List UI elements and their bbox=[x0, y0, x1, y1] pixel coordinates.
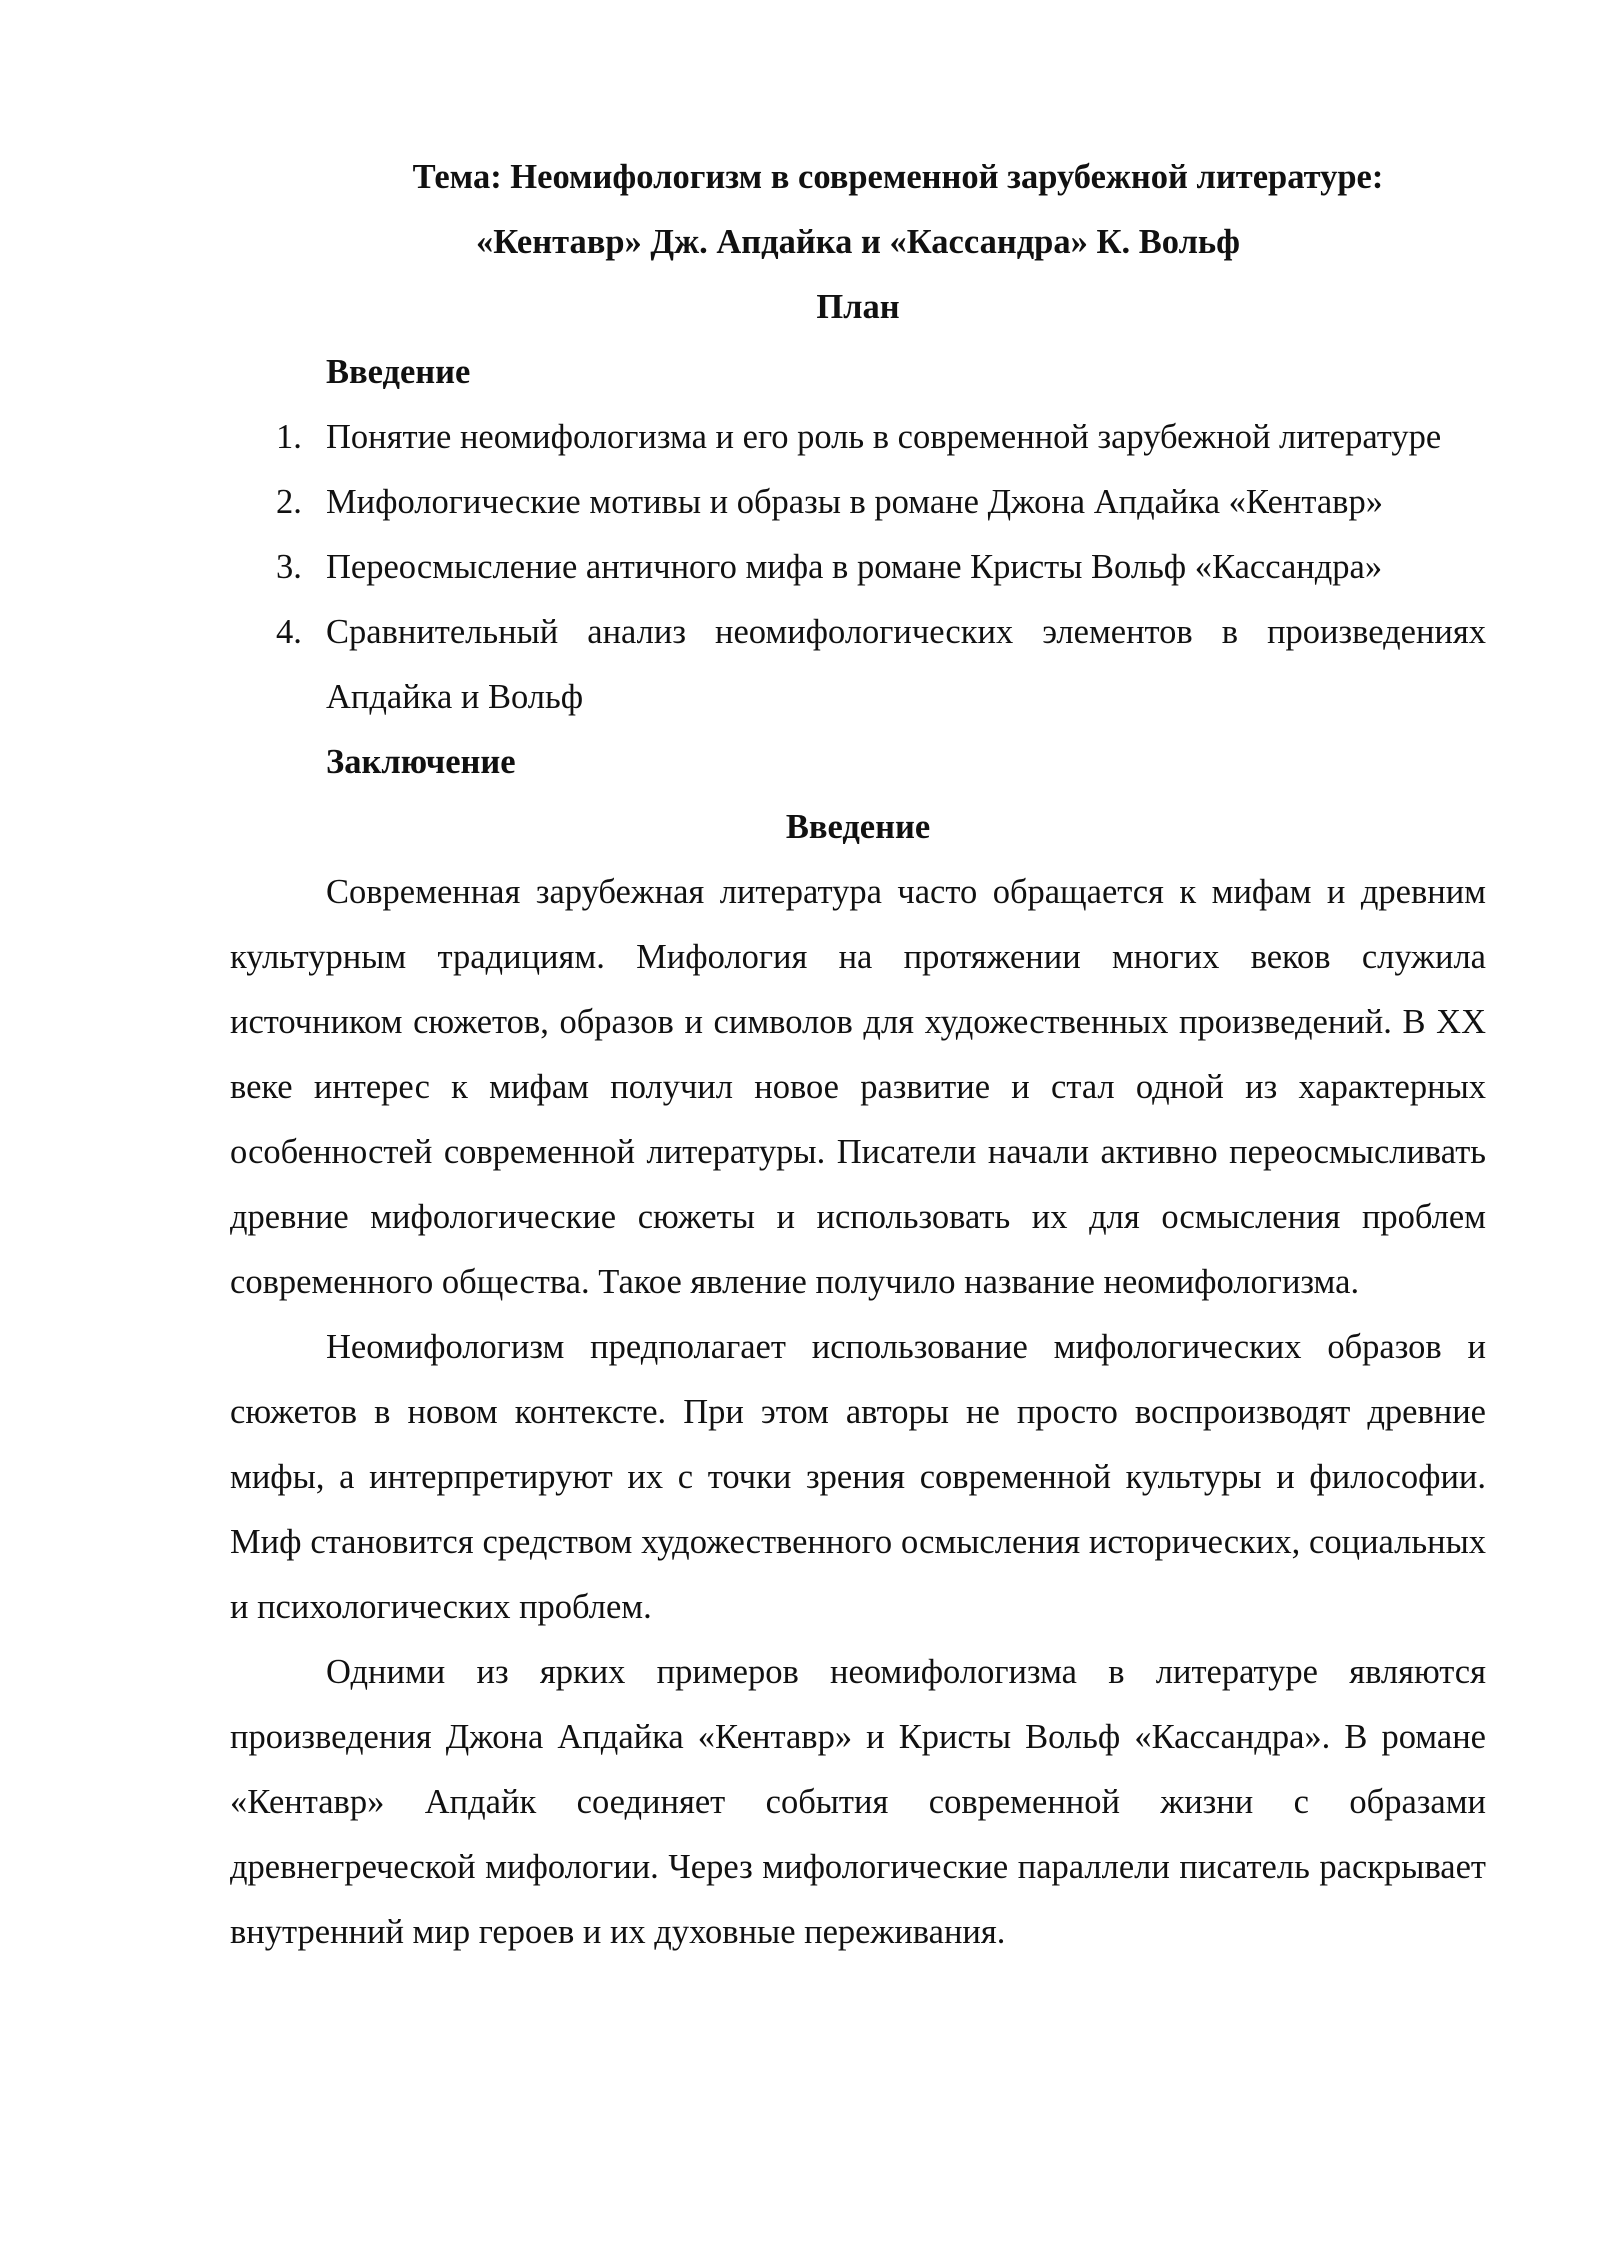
body-paragraph: Одними из ярких примеров неомифологизма в литературе являются произведения Джона Апдайка «Кентавр» и Кристы Вольф «Кассандра». В романе «Кентавр» Апдайк соединяет события современной жизни с образами древнегреческой мифологии. Через мифологические параллели писатель раскрывает внутренний мир героев и их духовные переживания. bbox=[230, 1653, 1486, 1951]
plan-item-number: 2. bbox=[276, 483, 302, 521]
plan-list bbox=[230, 405, 1486, 730]
plan-item-text: Сравнительный анализ неомифологических элементов в произведениях Апдайка и Вольф bbox=[326, 613, 1486, 716]
body-paragraph: Современная зарубежная литература часто обращается к мифам и древним культурным традициям. Мифология на протяжении многих веков служила источником сюжетов, образов и символов для художественных произведений. В XX веке интерес к мифам получил новое развитие и стал одной из характерных особенностей современной литературы. Писатели начали активно переосмысливать древние мифологические сюжеты и использовать их для осмысления проблем современного общества. Такое явление получило название неомифологизма. bbox=[230, 873, 1486, 1301]
plan-introduction-label: Введение bbox=[326, 353, 471, 391]
plan-item bbox=[230, 535, 1486, 600]
body-paragraph: Неомифологизм предполагает использование мифологических образов и сюжетов в новом контексте. При этом авторы не просто воспроизводят древние мифы, а интерпретируют их с точки зрения современной культуры и философии. Миф становится средством художественного осмысления исторических, социальных и психологических проблем. bbox=[230, 1328, 1486, 1626]
plan-item-text: Переосмысление античного мифа в романе Кристы Вольф «Кассандра» bbox=[326, 548, 1383, 586]
plan-item-number: 3. bbox=[276, 548, 302, 586]
plan-item-text: Мифологические мотивы и образы в романе Джона Апдайка «Кентавр» bbox=[326, 483, 1383, 521]
document-page bbox=[230, 145, 1486, 1965]
plan-item bbox=[230, 470, 1486, 535]
plan-item bbox=[230, 600, 1486, 730]
plan-heading: План bbox=[816, 288, 900, 326]
document-title-line-2: «Кентавр» Дж. Апдайка и «Кассандра» К. Вольф bbox=[475, 223, 1241, 261]
plan-item-text: Понятие неомифологизма и его роль в современной зарубежной литературе bbox=[326, 418, 1442, 456]
document-title-line-1: Тема: Неомифологизм в современной зарубежной литературе: bbox=[412, 158, 1384, 196]
introduction-heading: Введение bbox=[785, 808, 931, 846]
plan-conclusion-label: Заключение bbox=[326, 743, 516, 781]
plan-item bbox=[230, 405, 1486, 470]
plan-item-number: 1. bbox=[276, 418, 302, 456]
plan-item-number: 4. bbox=[276, 613, 302, 651]
